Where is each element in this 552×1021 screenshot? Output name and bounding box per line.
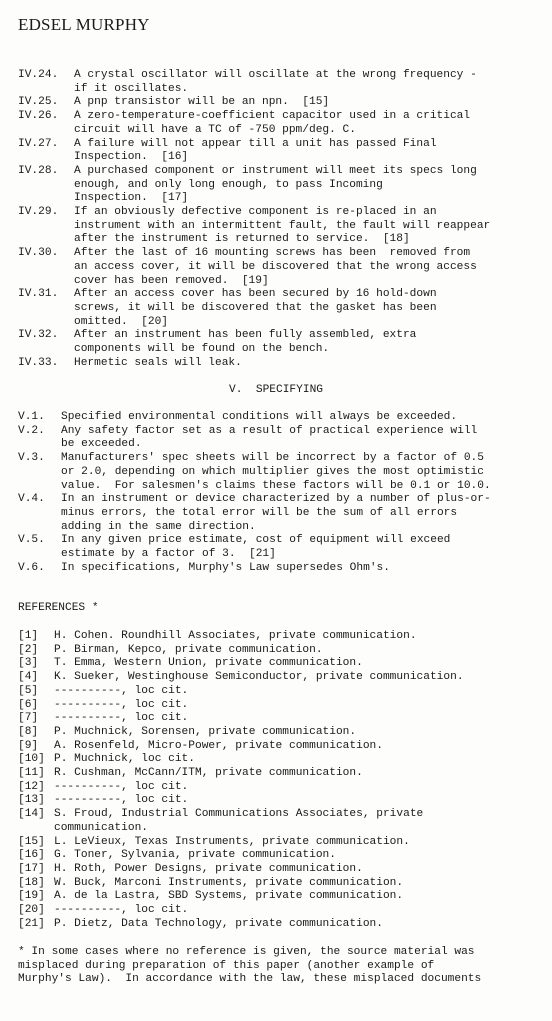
reference-item (18, 918, 533, 932)
reference-item-number: [21] (18, 917, 45, 930)
reference-item-line: ----------, loc cit. (54, 712, 189, 725)
reference-item-text (54, 685, 533, 699)
law-item-number: IV.29. (18, 206, 59, 219)
section-v-title: V. SPECIFYING (229, 384, 323, 396)
law-item-line: enough, and only long enough, to pass Incoming (74, 178, 383, 191)
spec-item (18, 425, 533, 452)
reference-item-text (54, 890, 533, 904)
reference-item-line: T. Emma, Western Union, private communication. (54, 657, 363, 670)
reference-item-text (54, 863, 533, 877)
reference-item-line: H. Cohen. Roundhill Associates, private communication. (54, 630, 417, 642)
reference-item-text (54, 699, 533, 713)
law-item-text (74, 69, 533, 96)
spec-item-line: In specifications, Murphy's Law supersedes Ohm's. (61, 561, 390, 574)
section-iv-list (18, 69, 533, 370)
reference-item-line: P. Muchnick, loc cit. (54, 753, 195, 766)
reference-item-number: [8] (18, 725, 39, 738)
reference-item (18, 794, 533, 808)
reference-item-text (54, 712, 533, 726)
law-item-line: if it oscillates. (74, 82, 189, 95)
law-item (18, 165, 533, 206)
reference-item-text (54, 904, 533, 918)
law-item-text (74, 165, 533, 206)
reference-item (18, 836, 533, 850)
reference-item-text (54, 630, 533, 644)
footnote-line: misplaced during preparation of this paper (another example of (18, 959, 435, 972)
spec-item (18, 534, 533, 561)
reference-item (18, 904, 533, 918)
law-item-text (74, 110, 533, 137)
law-item-line: After an access cover has been secured by 16 hold-down (74, 288, 437, 301)
law-item (18, 206, 533, 247)
page-header: EDSEL MURPHY (18, 15, 150, 34)
reference-item-number: [2] (18, 643, 39, 656)
reference-item-text (54, 808, 533, 835)
spec-item-text (61, 562, 533, 576)
reference-item-number: [16] (18, 849, 45, 862)
reference-item-line: L. LeVieux, Texas Instruments, private communication. (54, 835, 410, 848)
law-item-line: circuit will have a TC of -750 ppm/deg. C. (74, 123, 356, 136)
reference-item-line: ----------, loc cit. (54, 698, 189, 711)
reference-item-line: S. Froud, Industrial Communications Associates, private (54, 808, 424, 821)
spec-item-number: V.3. (18, 452, 45, 465)
reference-item-line: P. Muchnick, Sorensen, private communication. (54, 725, 357, 738)
reference-item (18, 644, 533, 658)
reference-item (18, 685, 533, 699)
reference-item-number: [12] (18, 780, 45, 793)
law-item (18, 110, 533, 137)
reference-item (18, 699, 533, 713)
reference-item-line: ----------, loc cit. (54, 904, 189, 917)
spec-item-number: V.5. (18, 534, 45, 547)
reference-item-line: A. de la Lastra, SBD Systems, private communication. (54, 890, 404, 903)
reference-item-line: R. Cushman, McCann/ITM, private communication. (54, 767, 363, 780)
law-item-line: A failure will not appear till a unit has passed Final (74, 137, 437, 150)
law-item (18, 247, 533, 288)
spec-item (18, 562, 533, 576)
law-item (18, 357, 533, 371)
reference-item (18, 808, 533, 835)
reference-item-line: W. Buck, Marconi Instruments, private communication. (54, 876, 404, 889)
spec-item-line: estimate by a factor of 3. [21] (61, 548, 276, 561)
reference-item-line: A. Rosenfeld, Micro-Power, private communication. (54, 739, 383, 752)
reference-item-number: [3] (18, 657, 39, 670)
law-item-number: IV.27. (18, 137, 59, 150)
reference-item-line: G. Toner, Sylvania, private communication. (54, 849, 336, 862)
spec-item-line: be exceeded. (61, 438, 142, 451)
spec-item-text (61, 425, 533, 452)
reference-item-number: [18] (18, 876, 45, 889)
law-item-number: IV.26. (18, 110, 59, 123)
spec-item-line: minus errors, the total error will be the sum of all errors (61, 506, 458, 519)
reference-item-line: ----------, loc cit. (54, 780, 189, 793)
law-item (18, 138, 533, 165)
footnote-line: * In some cases where no reference is given, the source material was (18, 946, 475, 958)
spec-item-line: or 2.0, depending on which multiplier gives the most optimistic (61, 465, 484, 478)
law-item (18, 329, 533, 356)
law-item (18, 288, 533, 329)
reference-item (18, 781, 533, 795)
reference-item-text (54, 726, 533, 740)
law-item-text (74, 96, 533, 110)
law-item-line: instrument with an intermittent fault, the fault will reappear (74, 219, 491, 232)
reference-item-number: [9] (18, 739, 39, 752)
reference-item-line: H. Roth, Power Designs, private communication. (54, 862, 363, 875)
reference-item-text (54, 740, 533, 754)
law-item-text (74, 357, 533, 371)
reference-item (18, 877, 533, 891)
spec-item-text (61, 452, 533, 493)
section-v-list (18, 411, 533, 575)
law-item-text (74, 329, 533, 356)
spec-item-line: value. For salesmen's claims these factors will be 0.1 or 10.0. (61, 479, 491, 492)
law-item-text (74, 247, 533, 288)
law-item-line: A zero-temperature-coefficient capacitor used in a critical (74, 110, 471, 123)
law-item-number: IV.32. (18, 329, 59, 342)
law-item-number: IV.33. (18, 356, 59, 369)
reference-item (18, 726, 533, 740)
reference-item-text (54, 644, 533, 658)
law-item-line: an access cover, it will be discovered that the wrong access (74, 260, 477, 273)
reference-item (18, 890, 533, 904)
reference-item-line: P. Dietz, Data Technology, private communication. (54, 917, 383, 930)
spec-item-line: In any given price estimate, cost of equipment will exceed (61, 534, 451, 547)
reference-item-line: ----------, loc cit. (54, 794, 189, 807)
law-item-text (74, 206, 533, 247)
spec-item-number: V.2. (18, 424, 45, 437)
spec-item-line: In an instrument or device characterized by a number of plus-or- (61, 493, 491, 506)
reference-item-line: K. Sueker, Westinghouse Semiconductor, private communication. (54, 671, 464, 684)
spec-item (18, 452, 533, 493)
law-item-line: after the instrument is returned to service. [18] (74, 233, 410, 246)
reference-item-number: [4] (18, 671, 39, 684)
reference-item (18, 630, 533, 644)
reference-item-line: P. Birman, Kepco, private communication. (54, 643, 323, 656)
reference-item-line: communication. (54, 821, 148, 834)
law-item-number: IV.24. (18, 69, 59, 81)
law-item (18, 96, 533, 110)
references-heading: REFERENCES * (18, 602, 99, 614)
reference-item (18, 849, 533, 863)
reference-item-number: [15] (18, 835, 45, 848)
reference-item (18, 740, 533, 754)
reference-item-text (54, 918, 533, 932)
reference-item-number: [10] (18, 753, 45, 766)
spec-item (18, 493, 533, 534)
reference-item-text (54, 767, 533, 781)
law-item-line: Inspection. [17] (74, 192, 189, 205)
law-item-line: Inspection. [16] (74, 151, 189, 164)
spec-item-number: V.4. (18, 493, 45, 506)
spec-item-text (61, 493, 533, 534)
law-item-line: Hermetic seals will leak. (74, 356, 242, 369)
footnote (18, 946, 538, 987)
law-item-line: cover has been removed. [19] (74, 274, 269, 287)
reference-item (18, 712, 533, 726)
reference-item-text (54, 794, 533, 808)
law-item-number: IV.30. (18, 247, 59, 260)
spec-item-line: Any safety factor set as a result of practical experience will (61, 424, 478, 437)
spec-item-text (61, 411, 533, 425)
reference-item-text (54, 657, 533, 671)
reference-item-text (54, 671, 533, 685)
footnote-line: Murphy's Law). In accordance with the law, these misplaced documents (18, 973, 482, 986)
reference-item-line: ----------, loc cit. (54, 684, 189, 697)
reference-item-text (54, 836, 533, 850)
spec-item-number: V.1. (18, 411, 45, 423)
law-item-line: components will be found on the bench. (74, 343, 330, 356)
reference-item-number: [13] (18, 794, 45, 807)
reference-item (18, 767, 533, 781)
reference-item-number: [17] (18, 862, 45, 875)
spec-item-line: Manufacturers' spec sheets will be incorrect by a factor of 0.5 (61, 452, 484, 465)
reference-item-number: [5] (18, 684, 39, 697)
spec-item-line: adding in the same direction. (61, 520, 256, 533)
law-item (18, 69, 533, 96)
reference-item-text (54, 753, 533, 767)
reference-item-text (54, 877, 533, 891)
spec-item-number: V.6. (18, 561, 45, 574)
law-item-line: After an instrument has been fully assembled, extra (74, 329, 417, 342)
law-item-text (74, 138, 533, 165)
law-item-line: A pnp transistor will be an npn. [15] (74, 96, 330, 109)
reference-item-text (54, 781, 533, 795)
law-item-line: screws, it will be discovered that the gasket has been (74, 301, 437, 314)
law-item-line: If an obviously defective component is re-placed in an (74, 206, 437, 219)
law-item-line: A purchased component or instrument will meet its specs long (74, 164, 477, 177)
reference-item-number: [6] (18, 698, 39, 711)
reference-item-number: [1] (18, 630, 39, 642)
reference-item-number: [7] (18, 712, 39, 725)
reference-item (18, 671, 533, 685)
law-item-number: IV.28. (18, 164, 59, 177)
reference-item-number: [14] (18, 808, 45, 821)
spec-item-line: Specified environmental conditions will always be exceeded. (61, 411, 458, 423)
reference-item (18, 753, 533, 767)
law-item-line: omitted. [20] (74, 315, 168, 328)
law-item-text (74, 288, 533, 329)
reference-item-number: [20] (18, 904, 45, 917)
reference-item (18, 863, 533, 877)
references-list (18, 630, 533, 931)
law-item-number: IV.25. (18, 96, 59, 109)
spec-item-text (61, 534, 533, 561)
reference-item-number: [19] (18, 890, 45, 903)
law-item-line: A crystal oscillator will oscillate at the wrong frequency - (74, 69, 477, 81)
reference-item-number: [11] (18, 767, 45, 780)
spec-item (18, 411, 533, 425)
reference-item (18, 657, 533, 671)
reference-item-text (54, 849, 533, 863)
law-item-number: IV.31. (18, 288, 59, 301)
law-item-line: After the last of 16 mounting screws has been removed from (74, 247, 471, 260)
